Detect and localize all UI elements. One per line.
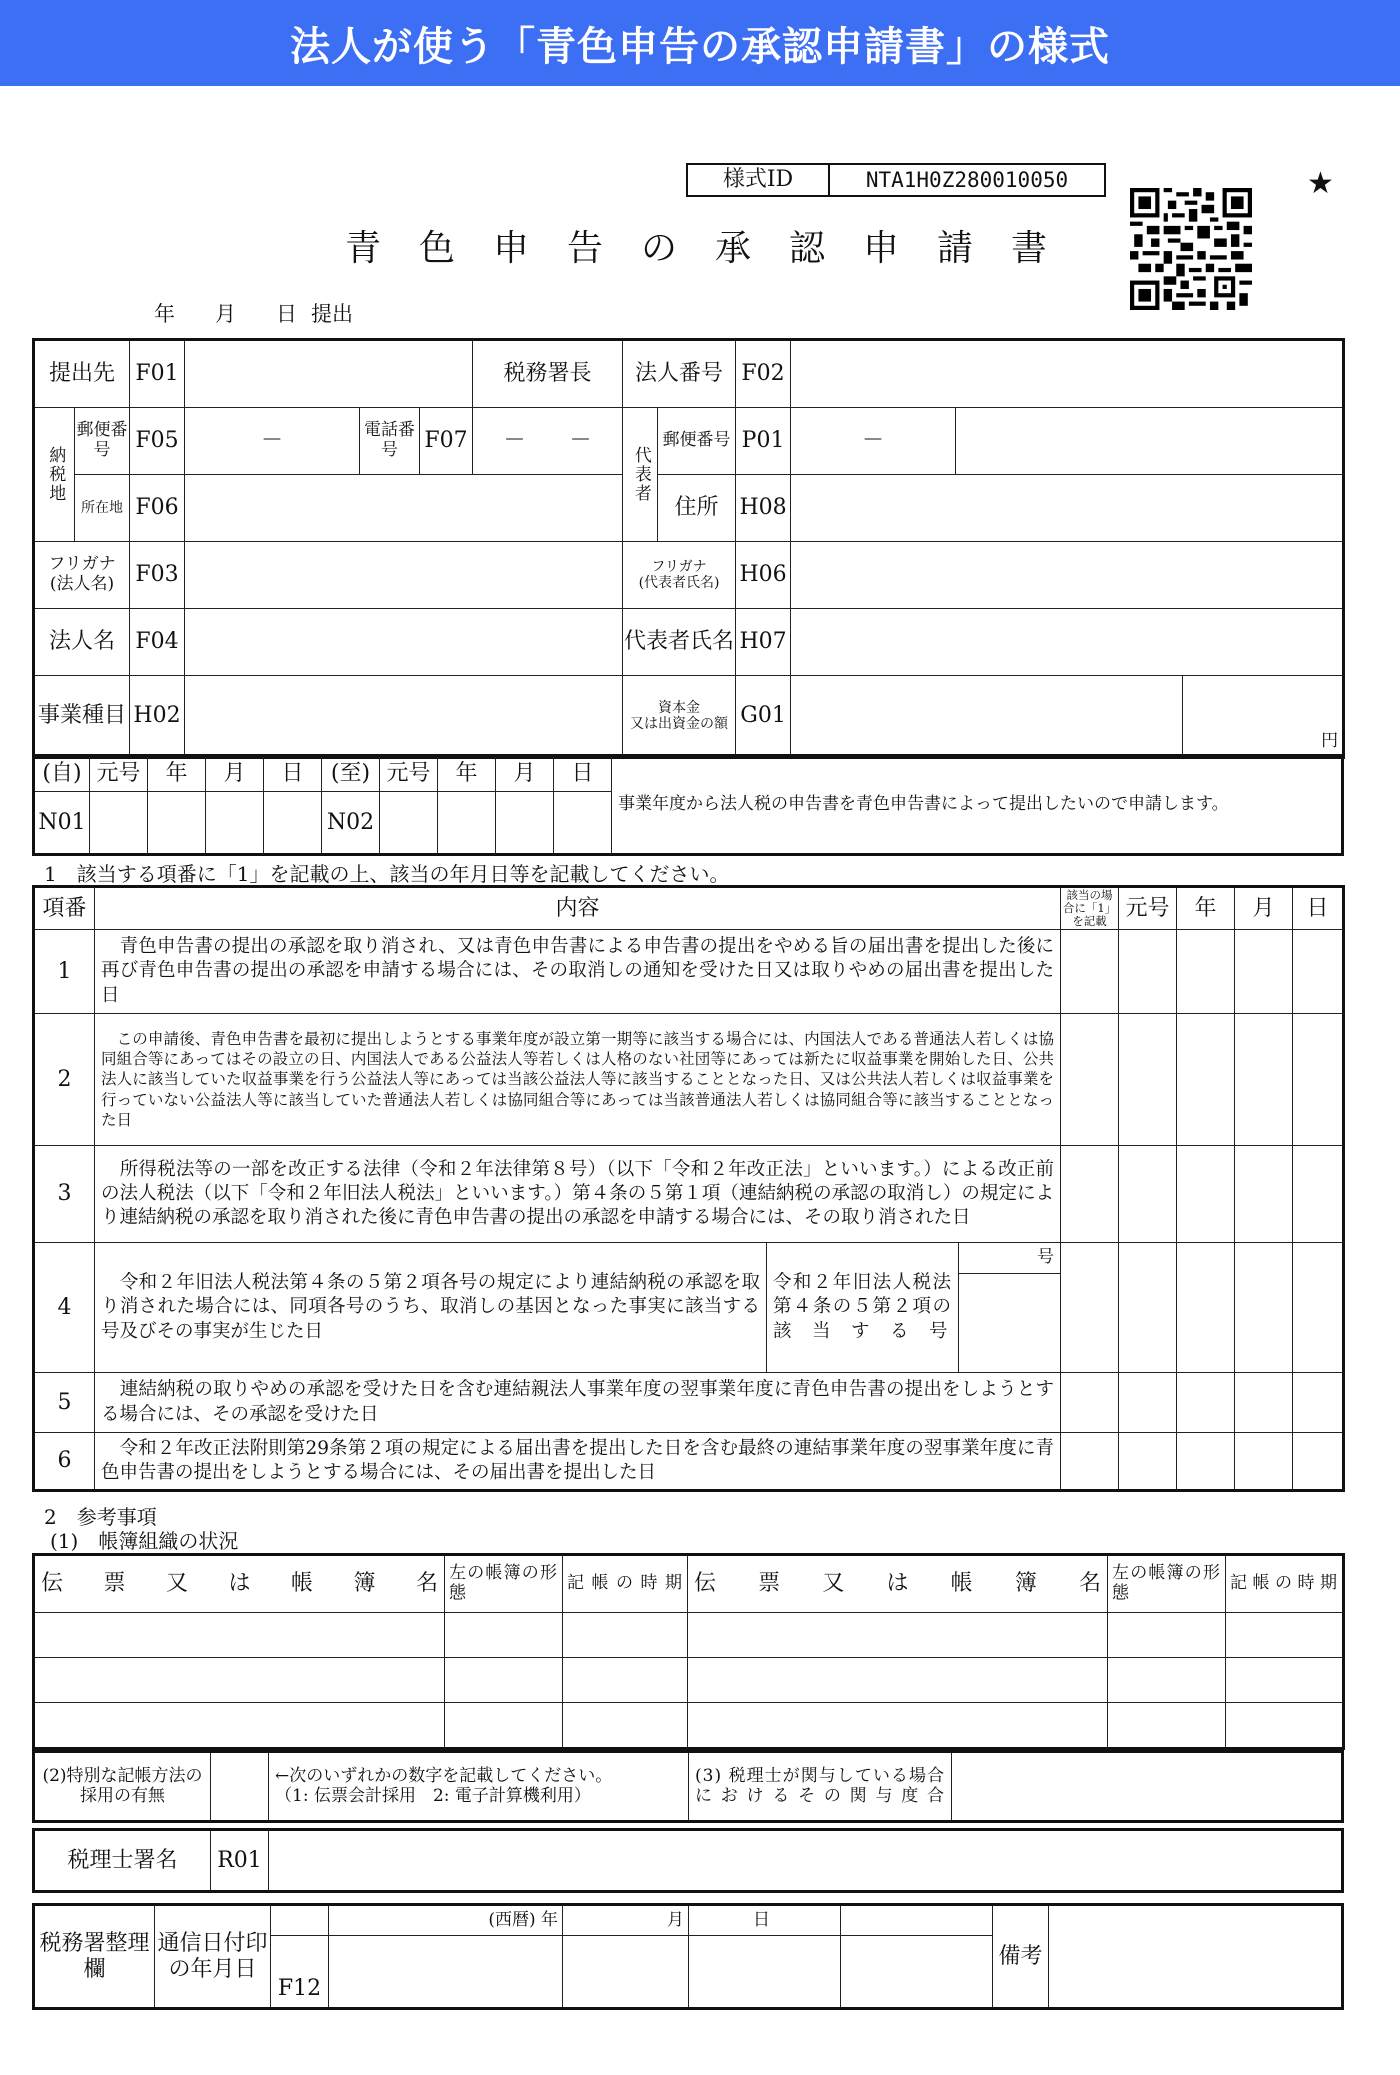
from-year-input[interactable] <box>148 792 206 854</box>
shozaichi-label: 所在地 <box>75 475 130 542</box>
form-id-label: 様式ID <box>687 164 829 196</box>
shihonkin-sub: 又は出資金の額 <box>630 715 729 732</box>
f04-code: F04 <box>130 609 185 676</box>
corporate-name-input[interactable] <box>185 609 623 676</box>
corporate-number-input[interactable] <box>791 341 1343 408</box>
submit-year-label: 年 <box>154 302 175 326</box>
book-name-input[interactable] <box>688 1613 1108 1658</box>
phone-input[interactable]: － － <box>473 408 623 475</box>
daihyosha-shimei-label: 代表者氏名 <box>623 609 736 676</box>
section1-table <box>34 887 1343 1490</box>
signature-table <box>34 1830 1342 1891</box>
f05-code: F05 <box>130 408 185 475</box>
from-day-input[interactable] <box>264 792 322 854</box>
office-extra-input[interactable] <box>841 1936 993 2008</box>
books-table <box>34 1555 1343 1748</box>
book-form-input[interactable] <box>445 1703 563 1748</box>
zeimushocho-label: 税務署長 <box>473 341 623 408</box>
row-gengo-input[interactable] <box>1119 1433 1177 1490</box>
row-no: 5 <box>35 1373 95 1433</box>
col-year-header: 年 <box>1177 888 1235 930</box>
row-gengo-input[interactable] <box>1119 1243 1177 1373</box>
to-gengo-label: 元号 <box>380 757 438 792</box>
capital-input[interactable] <box>791 676 1183 757</box>
row-no: 6 <box>35 1433 95 1490</box>
book-form-input[interactable] <box>1108 1613 1226 1658</box>
biko-input[interactable] <box>1049 1906 1342 2008</box>
g01-code: G01 <box>736 676 791 757</box>
submit-day-label: 日 <box>276 302 297 326</box>
row-month-input[interactable] <box>1235 1433 1293 1490</box>
h06-code: H06 <box>736 542 791 609</box>
office-year-input[interactable] <box>329 1936 563 2008</box>
office-table <box>34 1905 1342 2008</box>
f02-code: F02 <box>736 341 791 408</box>
row-mark-input[interactable] <box>1061 1014 1119 1146</box>
from-month-input[interactable] <box>206 792 264 854</box>
special-method-label: (2)特別な記帳方法の採用の有無 <box>35 1753 211 1821</box>
form-id-box <box>686 163 1106 197</box>
to-gengo-input[interactable] <box>380 792 438 854</box>
row4-sub-label: 令和２年旧法人税法第４条の５第２項の該 当 す る 号 <box>767 1243 959 1373</box>
office-blank-top <box>271 1906 329 1936</box>
col-gengo-header: 元号 <box>1119 888 1177 930</box>
book-period-input[interactable] <box>1226 1613 1343 1658</box>
row-day-input[interactable] <box>1293 1243 1343 1373</box>
row-text: この申請後、青色申告書を最初に提出しようとする事業年度が設立第一期等に該当する場合には、内国法人である普通法人若しくは協同組合等にあってはその設立の日、内国法人である公益法人等若しくは人格のない社団等にあっては新たに収益事業を開始した日、公共法人に該当していた収益事業を行う公益法人等にあっては当該公益法人等に該当することとなった日、又は公共法人若しくは収益事業を行っていない公益法人等に該当していた普通法人若しくは協同組合等にあっては当該普通法人若しくは協同組合等に該当することとなった日 <box>95 1014 1061 1146</box>
postal-code-input[interactable]: － <box>185 408 360 475</box>
row-text: 令和２年改正法附則第29条第２項の規定による届出書を提出した日を含む最終の連結事業年度の翌事業年度に青色申告書の提出をしようとする場合には、その届出書を提出した日 <box>95 1433 1061 1490</box>
to-year-label: 年 <box>438 757 496 792</box>
row-month-input[interactable] <box>1235 1373 1293 1433</box>
table-row <box>35 1433 1343 1490</box>
capital-unit-cell[interactable] <box>1183 676 1343 757</box>
shihonkin-text: 資本金 <box>658 699 701 716</box>
rep-postal-input[interactable]: － <box>791 408 956 475</box>
submit-suffix: 提出 <box>311 302 353 326</box>
row-text: 令和２年旧法人税法第４条の５第２項各号の規定により連結納税の承認を取り消された場合には、同項各号のうち、取消しの基因となった事実に該当する号及びその事実が生じた日 <box>95 1243 767 1373</box>
address-input[interactable] <box>185 475 623 542</box>
yubin-label: 郵便番号 <box>75 408 130 475</box>
office-year-label: 年 <box>541 1909 558 1930</box>
row-year-input[interactable] <box>1177 930 1235 1014</box>
row-year-input[interactable] <box>1177 1146 1235 1243</box>
period-statement: 事業年度から法人税の申告書を青色申告書によって提出したいので申請します。 <box>612 757 1342 854</box>
teishutsusaki-label: 提出先 <box>35 341 130 408</box>
row-gengo-input[interactable] <box>1119 1373 1177 1433</box>
book-name-input[interactable] <box>35 1658 445 1703</box>
from-gengo-label: 元号 <box>90 757 148 792</box>
row-year-input[interactable] <box>1177 1014 1235 1146</box>
book-form-input[interactable] <box>1108 1658 1226 1703</box>
business-type-input[interactable] <box>185 676 623 757</box>
row-day-input[interactable] <box>1293 930 1343 1014</box>
book-period-input[interactable] <box>1226 1658 1343 1703</box>
row-gengo-input[interactable] <box>1119 1014 1177 1146</box>
page-banner <box>0 0 1400 86</box>
h08-code: H08 <box>736 475 791 542</box>
n01-code: N01 <box>35 792 90 854</box>
f07-code: F07 <box>420 408 473 475</box>
row-day-input[interactable] <box>1293 1014 1343 1146</box>
to-label: (至) <box>322 757 380 792</box>
col-day-header: 日 <box>1293 888 1343 930</box>
col-form-header-2: 左の帳簿の形態 <box>1108 1556 1226 1613</box>
form-id-value: NTA1H0Z280010050 <box>829 164 1105 196</box>
form-title: 青色申告の承認申請書 <box>344 228 1085 269</box>
row-mark-input[interactable] <box>1061 1243 1119 1373</box>
row-year-input[interactable] <box>1177 1373 1235 1433</box>
p01-code: P01 <box>736 408 791 475</box>
furigana-daihyo-input[interactable] <box>791 542 1343 609</box>
table-row <box>35 1243 1343 1274</box>
row-month-input[interactable] <box>1235 1243 1293 1373</box>
book-period-input[interactable] <box>1226 1703 1343 1748</box>
tax-accountant-input[interactable] <box>952 1753 1342 1821</box>
furigana2-text: フリガナ <box>651 558 707 575</box>
book-form-input[interactable] <box>445 1613 563 1658</box>
row-no: 1 <box>35 930 95 1014</box>
row-mark-input[interactable] <box>1061 930 1119 1014</box>
rep-address-input[interactable] <box>791 475 1343 542</box>
furigana-daihyo-label <box>623 542 736 609</box>
row-month-input[interactable] <box>1235 1146 1293 1243</box>
from-gengo-input[interactable] <box>90 792 148 854</box>
from-day-label: 日 <box>264 757 322 792</box>
n02-code: N02 <box>322 792 380 854</box>
row4-go-label: 号 <box>959 1243 1061 1274</box>
row-year-input[interactable] <box>1177 1433 1235 1490</box>
row-mark-input[interactable] <box>1061 1146 1119 1243</box>
nozeichi-label: 納税地 <box>35 408 75 542</box>
signature-input[interactable] <box>269 1831 1342 1891</box>
signature-label: 税理士署名 <box>35 1831 211 1891</box>
shihonkin-label <box>623 676 736 757</box>
f06-code: F06 <box>130 475 185 542</box>
office-month-label: 月 <box>563 1906 689 1936</box>
book-period-input[interactable] <box>563 1658 688 1703</box>
jusho-label: 住所 <box>658 475 736 542</box>
special-note-line2: （1: 伝票会計採用 2: 電子計算機利用） <box>275 1785 591 1806</box>
h07-code: H07 <box>736 609 791 676</box>
r01-code: R01 <box>211 1831 269 1891</box>
book-name-input[interactable] <box>35 1703 445 1748</box>
yubin2-label: 郵便番号 <box>658 408 736 475</box>
table-row <box>35 1613 1343 1658</box>
furigana1-text: フリガナ <box>48 554 116 575</box>
period-table <box>34 756 1342 854</box>
book-period-input[interactable] <box>563 1703 688 1748</box>
from-label: (自) <box>35 757 90 792</box>
table-row <box>35 1146 1343 1243</box>
submit-date <box>154 298 454 328</box>
office-label: 税務署整理欄 <box>35 1906 155 2008</box>
qr-code-icon <box>1130 188 1252 310</box>
book-form-input[interactable] <box>1108 1703 1226 1748</box>
furigana-hojin-input[interactable] <box>185 542 623 609</box>
hojin-bango-label: 法人番号 <box>623 341 736 408</box>
book-name-input[interactable] <box>688 1658 1108 1703</box>
tsushin-label: 通信日付印の年月日 <box>155 1906 271 2008</box>
tax-office-input[interactable] <box>185 341 473 408</box>
furigana2-sub: (代表者氏名) <box>638 575 720 591</box>
row-text: 所得税法等の一部を改正する法律（令和２年法律第８号）（以下「令和２年改正法」といいます。）による改正前の法人税法（以下「令和２年旧法人税法」といいます。）第４条の５第１項（連結納税の承認の取消し）の規定により連結納税の承認を取り消された後に青色申告書の提出の承認を申請する場合には、その取り消された日 <box>95 1146 1061 1243</box>
office-year-header <box>329 1906 563 1936</box>
row-day-input[interactable] <box>1293 1433 1343 1490</box>
seireki-label: (西暦) <box>488 1909 536 1930</box>
row-gengo-input[interactable] <box>1119 930 1177 1014</box>
row-no: 3 <box>35 1146 95 1243</box>
table-row <box>35 1373 1343 1433</box>
row-text: 連結納税の取りやめの承認を受けた日を含む連結親法人事業年度の翌事業年度に青色申告書の提出をしようとする場合には、その承認を受けた日 <box>95 1373 1061 1433</box>
col-form-header-1: 左の帳簿の形態 <box>445 1556 563 1613</box>
row-no: 2 <box>35 1014 95 1146</box>
special-method-note <box>269 1753 689 1821</box>
from-month-label: 月 <box>206 757 264 792</box>
special-note-line1: ←次のいずれかの数字を記載してください。 <box>275 1765 613 1786</box>
col-no-header: 項番 <box>35 888 95 930</box>
row-mark-input[interactable] <box>1061 1373 1119 1433</box>
book-name-input[interactable] <box>688 1703 1108 1748</box>
row4-go-input[interactable] <box>959 1274 1061 1373</box>
f01-code: F01 <box>130 341 185 408</box>
section1-heading: 1 該当する項番に「1」を記載の上、該当の年月日等を記載してください。 <box>44 862 730 886</box>
h02-code: H02 <box>130 676 185 757</box>
table-row <box>35 930 1343 1014</box>
col-period-header-2: 記帳の時期 <box>1226 1556 1343 1613</box>
col-content-header: 内容 <box>95 888 1061 930</box>
col-period-header-1: 記帳の時期 <box>563 1556 688 1613</box>
book-period-input[interactable] <box>563 1613 688 1658</box>
to-day-label: 日 <box>554 757 612 792</box>
office-month-input[interactable] <box>563 1936 689 2008</box>
table-row <box>35 1658 1343 1703</box>
row-text: 青色申告書の提出の承認を取り消され、又は青色申告書による申告書の提出をやめる旨の届出書を提出した後に再び青色申告書の提出の承認を申請する場合には、その取消しの通知を受けた日又は取りやめの届出書を提出した日 <box>95 930 1061 1014</box>
f12-code: F12 <box>271 1936 329 2008</box>
section2-sub1: (1) 帳簿組織の状況 <box>50 1529 239 1553</box>
special-method-table <box>34 1752 1342 1821</box>
special-method-input[interactable] <box>211 1753 269 1821</box>
rep-name-input[interactable] <box>791 609 1343 676</box>
rep-postal-extra[interactable] <box>956 408 1343 475</box>
denwa-label: 電話番号 <box>360 408 420 475</box>
section2-heading: 2 参考事項 <box>44 1505 157 1529</box>
hojinmei-label: 法人名 <box>35 609 130 676</box>
table-row <box>35 1014 1343 1146</box>
banner-title: 法人が使う「青色申告の承認申請書」の様式 <box>290 23 1110 70</box>
star-mark: ★ <box>1307 166 1334 201</box>
row-day-input[interactable] <box>1293 1373 1343 1433</box>
to-month-label: 月 <box>496 757 554 792</box>
office-day-input[interactable] <box>689 1936 841 2008</box>
book-name-input[interactable] <box>35 1613 445 1658</box>
row-year-input[interactable] <box>1177 1243 1235 1373</box>
jigyo-shumoku-label: 事業種目 <box>35 676 130 757</box>
submit-month-label: 月 <box>215 302 236 326</box>
from-year-label: 年 <box>148 757 206 792</box>
office-day-label: 日 <box>689 1906 841 1936</box>
row-month-input[interactable] <box>1235 930 1293 1014</box>
col-month-header: 月 <box>1235 888 1293 930</box>
header-table <box>34 340 1343 757</box>
to-month-input[interactable] <box>496 792 554 854</box>
f03-code: F03 <box>130 542 185 609</box>
row-month-input[interactable] <box>1235 1014 1293 1146</box>
yen-unit: 円 <box>1321 731 1339 751</box>
col-book-header-1: 伝票又は帳簿名 <box>35 1556 445 1613</box>
row-mark-input[interactable] <box>1061 1433 1119 1490</box>
to-year-input[interactable] <box>438 792 496 854</box>
furigana1-sub: (法人名) <box>49 574 115 594</box>
office-spacer <box>841 1906 993 1936</box>
table-row <box>35 1703 1343 1748</box>
row-gengo-input[interactable] <box>1119 1146 1177 1243</box>
row-no: 4 <box>35 1243 95 1373</box>
biko-label: 備考 <box>993 1906 1049 2008</box>
tax-accountant-label: (3) 税理士が関与している場合におけるその関与度合 <box>689 1753 952 1821</box>
col-mark-header: 該当の場合に「1」を記載 <box>1061 888 1119 930</box>
row-day-input[interactable] <box>1293 1146 1343 1243</box>
daihyosha-label: 代表者 <box>623 408 658 542</box>
col-book-header-2: 伝票又は帳簿名 <box>688 1556 1108 1613</box>
book-form-input[interactable] <box>445 1658 563 1703</box>
furigana-hojin-label <box>35 542 130 609</box>
to-day-input[interactable] <box>554 792 612 854</box>
